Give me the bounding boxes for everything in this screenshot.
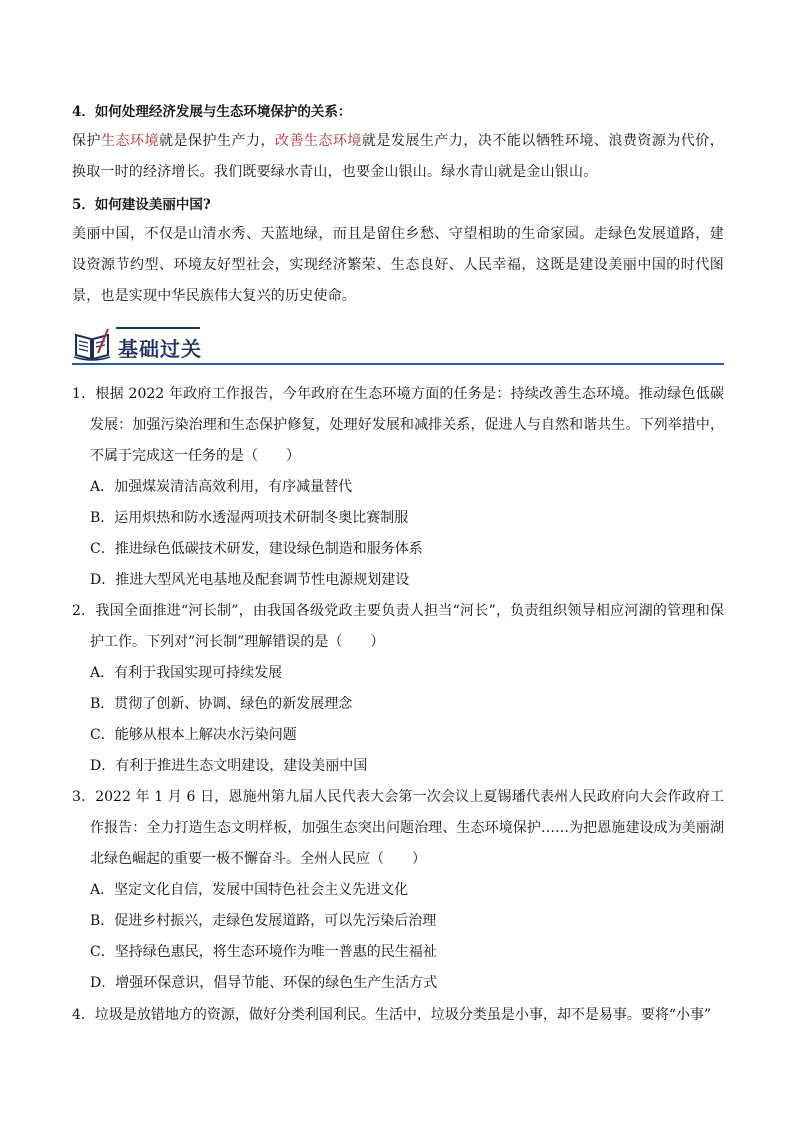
option-a: A．有利于我国实现可持续发展 — [90, 665, 283, 681]
option-c: C．推进绿色低碳技术研发，建设绿色制造和服务体系 — [90, 541, 423, 557]
section-banner — [72, 325, 724, 367]
question-2 — [72, 596, 724, 782]
question-4 — [72, 1000, 724, 1031]
option-b: B．贯彻了创新、协调、绿色的新发展理念 — [90, 696, 353, 712]
option-c: C．能够从根本上解决水污染问题 — [90, 727, 297, 743]
banner-bottom-rule — [72, 363, 724, 365]
q5-heading: 5．如何建设美丽中国? — [72, 197, 211, 213]
q4-text-3: 就是发展生产力，决不能以牺牲环境、浪费资源为代价，换取一时的经济增长。我们既要绿水青山，也要金山银山。绿水青山就是金山银山。 — [72, 133, 724, 180]
q5-body: 美丽中国，不仅是山清水秀、天蓝地绿，而且是留住乡愁、守望相助的生命家园。走绿色发展道路，建设资源节约型、环境友好型社会，实现经济繁荣、生态良好、人民幸福，这既是建设美丽中国的时代图景，也是实现中华民族伟大复兴的历史使命。 — [72, 226, 724, 304]
question-3 — [72, 782, 724, 999]
q4-body — [72, 126, 724, 188]
question-1 — [72, 379, 724, 596]
option-a: A．加强煤炭清洁高效利用，有序减量替代 — [90, 479, 353, 495]
option-d: D．推进大型风光电基地及配套调节性电源规划建设 — [90, 572, 410, 588]
q4-highlight-1: 生态环境 — [101, 133, 159, 149]
question-stem: 4．垃圾是放错地方的资源，做好分类利国利民。生活中，垃圾分类虽是小事，却不是易事。要将“小事” — [72, 1007, 712, 1023]
q4-highlight-2: 改善生态环境 — [274, 133, 362, 149]
q4-heading: 4．如何处理经济发展与生态环境保护的关系： — [72, 104, 352, 120]
open-book-icon — [72, 327, 112, 363]
option-c: C．坚持绿色惠民，将生态环境作为唯一普惠的民生福祉 — [90, 944, 437, 960]
question-stem: 2．我国全面推进“河长制”，由我国各级党政主要负责人担当“河长”，负责组织领导相应河湖的管理和保护工作。下列对”河长制”理解错误的是（ ） — [72, 603, 724, 650]
section-title: 基础过关 — [118, 337, 202, 361]
option-b: B．运用炽热和防水透湿两项技术研制冬奥比赛制服 — [90, 510, 409, 526]
option-d: D．有利于推进生态文明建设，建设美丽中国 — [90, 758, 368, 774]
option-d: D．增强环保意识，倡导节能、环保的绿色生产生活方式 — [90, 975, 438, 991]
q4-text-1: 保护 — [72, 133, 101, 149]
option-b: B．促进乡村振兴，走绿色发展道路，可以先污染后治理 — [90, 913, 437, 929]
question-stem: 1．根据 2022 年政府工作报告，今年政府在生态环境方面的任务是：持续改善生态环境。推动绿色低碳发展：加强污染治理和生态保护修复，处理好发展和减排关系，促进人与自然和谐共生。下列举措中，不属于完成这一任务的是（ ） — [72, 386, 724, 464]
banner-top-rule — [116, 327, 200, 329]
option-a: A．坚定文化自信，发展中国特色社会主义先进文化 — [90, 882, 409, 898]
q4-text-2: 就是保护生产力， — [158, 133, 275, 149]
question-stem: 3．2022 年 1 月 6 日，恩施州第九届人民代表大会第一次会议上夏锡璠代表州人民政府向大会作政府工作报告：全力打造生态文明样板，加强生态突出问题治理、生态环境保护……为把恩施建设成为美丽湖北绿色崛起的重要一极不懈奋斗。全州人民应（ ） — [72, 789, 724, 867]
